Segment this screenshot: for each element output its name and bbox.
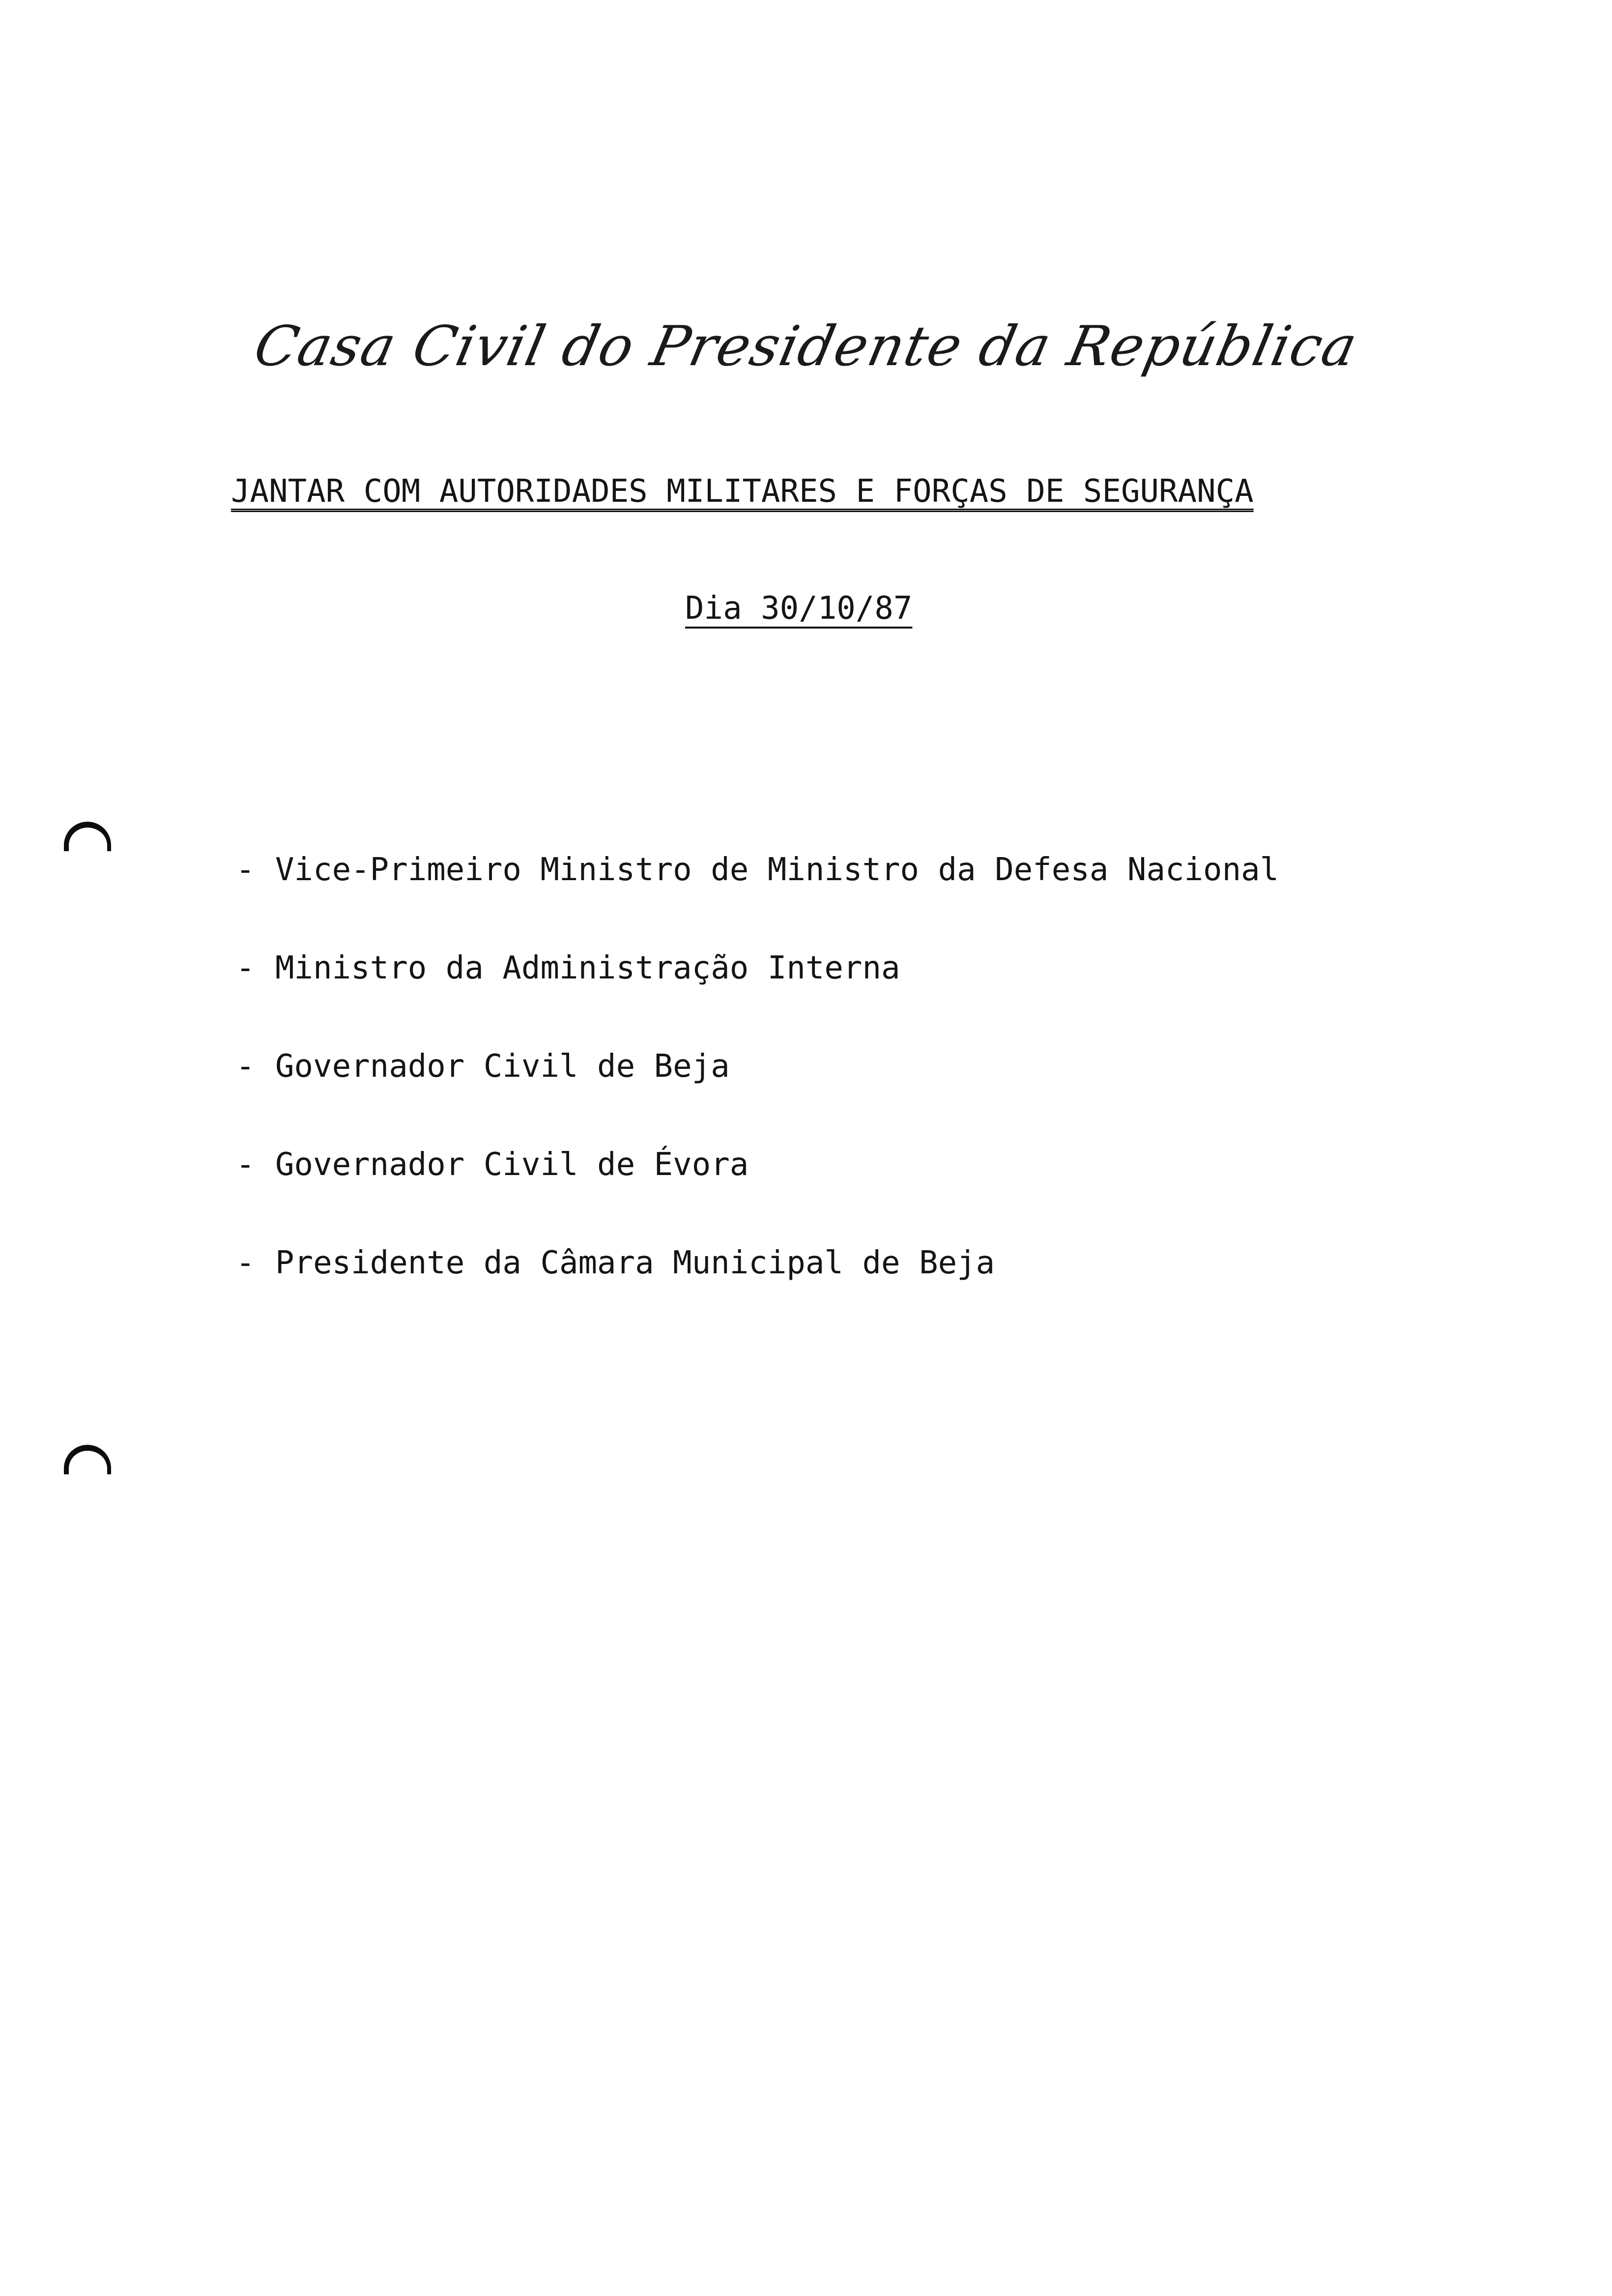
punch-hole-mark xyxy=(64,1445,111,1474)
document-title: JANTAR COM AUTORIDADES MILITARES E FORÇAS DE SEGURANÇA xyxy=(231,473,1254,510)
list-marker: - xyxy=(236,1147,255,1183)
guest-name: Governador Civil de Évora xyxy=(275,1147,749,1183)
letterhead-script: Casa Civil do Presidente da República xyxy=(249,315,1363,378)
guest-list xyxy=(236,850,1279,1342)
punch-hole-mark xyxy=(64,822,111,851)
list-item xyxy=(236,948,1279,988)
document-date: Dia 30/10/87 xyxy=(685,590,913,627)
list-marker: - xyxy=(236,852,255,888)
list-item xyxy=(236,1047,1279,1086)
list-marker: - xyxy=(236,1048,255,1085)
guest-name: Ministro da Administração Interna xyxy=(275,950,900,986)
list-item xyxy=(236,1145,1279,1184)
guest-name: Governador Civil de Beja xyxy=(275,1048,730,1085)
list-item xyxy=(236,850,1279,890)
list-marker: - xyxy=(236,1245,255,1281)
list-marker: - xyxy=(236,950,255,986)
guest-name: Vice-Primeiro Ministro de Ministro da Defesa Nacional xyxy=(275,852,1279,888)
guest-name: Presidente da Câmara Municipal de Beja xyxy=(275,1245,995,1281)
list-item xyxy=(236,1243,1279,1283)
